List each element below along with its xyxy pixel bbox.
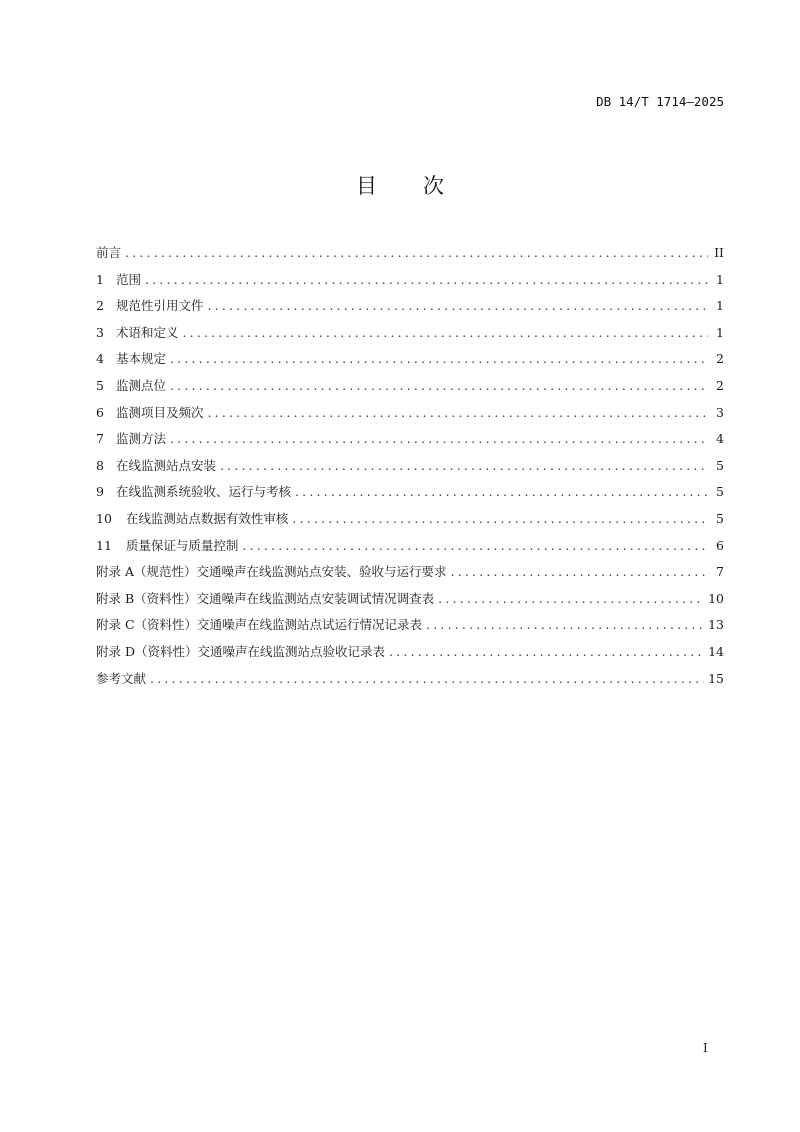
toc-entry-page: 2 [716, 351, 724, 367]
toc-entry-page: 1 [716, 324, 724, 340]
dot-leader [170, 431, 708, 446]
toc-entry[interactable] [96, 323, 724, 350]
toc-entry-page: 15 [708, 670, 724, 686]
footer-page-number: I [703, 1041, 708, 1055]
dot-leader [389, 644, 704, 659]
dot-leader [295, 484, 708, 499]
toc-entry-page: 1 [716, 271, 724, 287]
toc-entry-label: 附录 B（资料性）交通噪声在线监测站点安装调试情况调查表 [96, 590, 435, 606]
toc-entry-label: 监测项目及频次 [115, 404, 204, 420]
toc-entry-page: 1 [716, 298, 724, 314]
toc-entry-number: 5 [96, 377, 104, 393]
toc-entry[interactable] [96, 243, 724, 270]
document-code: DB 14/T 1714—2025 [596, 94, 724, 109]
dot-leader [150, 671, 704, 686]
dot-leader [170, 351, 708, 366]
toc-entry-label: 附录 C（资料性）交通噪声在线监测站点试运行情况记录表 [96, 617, 423, 633]
toc-entry-label: 监测方法 [115, 431, 166, 447]
dot-leader [438, 591, 704, 606]
toc-entry-page: 3 [716, 404, 724, 420]
toc-entry-number: 6 [96, 404, 104, 420]
toc-entry[interactable] [96, 615, 724, 642]
toc-entry-page: 5 [716, 484, 724, 500]
dot-leader [451, 564, 708, 579]
toc-entry-number: 1 [96, 271, 104, 287]
toc-entry-label: 术语和定义 [115, 324, 179, 340]
toc-entry[interactable] [96, 296, 724, 323]
toc-entry-label: 监测点位 [115, 377, 166, 393]
page-title [0, 170, 800, 200]
toc-entry[interactable] [96, 509, 724, 536]
toc-entry-page: 5 [716, 510, 724, 526]
toc-entry[interactable] [96, 536, 724, 563]
title-char-2: 次 [423, 174, 444, 198]
dot-leader [426, 617, 704, 632]
dot-leader [207, 298, 708, 313]
dot-leader [170, 378, 708, 393]
dot-leader [242, 538, 708, 553]
toc-entry[interactable] [96, 562, 724, 589]
dot-leader [182, 325, 708, 340]
toc-entry-label: 附录 A（规范性）交通噪声在线监测站点安装、验收与运行要求 [96, 564, 447, 580]
dot-leader [125, 245, 708, 260]
toc-entry-page: 5 [716, 457, 724, 473]
toc-entry[interactable] [96, 429, 724, 456]
dot-leader [292, 511, 708, 526]
dot-leader [207, 405, 708, 420]
toc-entry-number: 7 [96, 431, 104, 447]
toc-entry[interactable] [96, 270, 724, 297]
toc-entry-label: 范围 [115, 271, 141, 287]
dot-leader [145, 272, 708, 287]
toc-entry[interactable] [96, 482, 724, 509]
toc-entry-label: 前言 [96, 245, 122, 260]
toc-entry-page: 6 [716, 537, 724, 553]
toc-entry-page: 10 [708, 590, 724, 606]
toc-entry-label: 在线监测站点安装 [115, 457, 216, 473]
toc-entry-label: 质量保证与质量控制 [125, 537, 239, 553]
toc-entry-page: 14 [708, 643, 724, 659]
toc-entry-page: 13 [708, 617, 724, 633]
toc-entry-label: 参考文献 [96, 670, 147, 686]
toc-entry-number: 3 [96, 324, 104, 340]
toc-entry-page: 7 [716, 564, 724, 580]
toc-entry[interactable] [96, 456, 724, 483]
title-char-1: 目 [356, 174, 377, 198]
toc-entry-page: 2 [716, 377, 724, 393]
toc-entry-number: 8 [96, 457, 104, 473]
toc-entry-number: 9 [96, 484, 104, 500]
toc-entry-label: 基本规定 [115, 351, 166, 367]
toc-entry-number: 4 [96, 351, 104, 367]
toc-entry[interactable] [96, 642, 724, 669]
dot-leader [220, 458, 708, 473]
table-of-contents [96, 243, 724, 695]
toc-entry-number: 2 [96, 298, 104, 314]
toc-entry-label: 在线监测站点数据有效性审核 [125, 510, 289, 526]
toc-entry[interactable] [96, 376, 724, 403]
toc-entry-label: 规范性引用文件 [115, 298, 204, 314]
toc-entry[interactable] [96, 589, 724, 616]
toc-entry-label: 在线监测系统验收、运行与考核 [115, 484, 291, 500]
toc-entry[interactable] [96, 349, 724, 376]
toc-entry-page: II [714, 245, 724, 260]
toc-entry[interactable] [96, 403, 724, 430]
toc-entry-label: 附录 D（资料性）交通噪声在线监测站点验收记录表 [96, 643, 385, 659]
toc-entry-number: 11 [96, 537, 112, 553]
toc-entry-number: 10 [96, 510, 112, 526]
toc-entry[interactable] [96, 669, 724, 696]
toc-entry-page: 4 [716, 431, 724, 447]
